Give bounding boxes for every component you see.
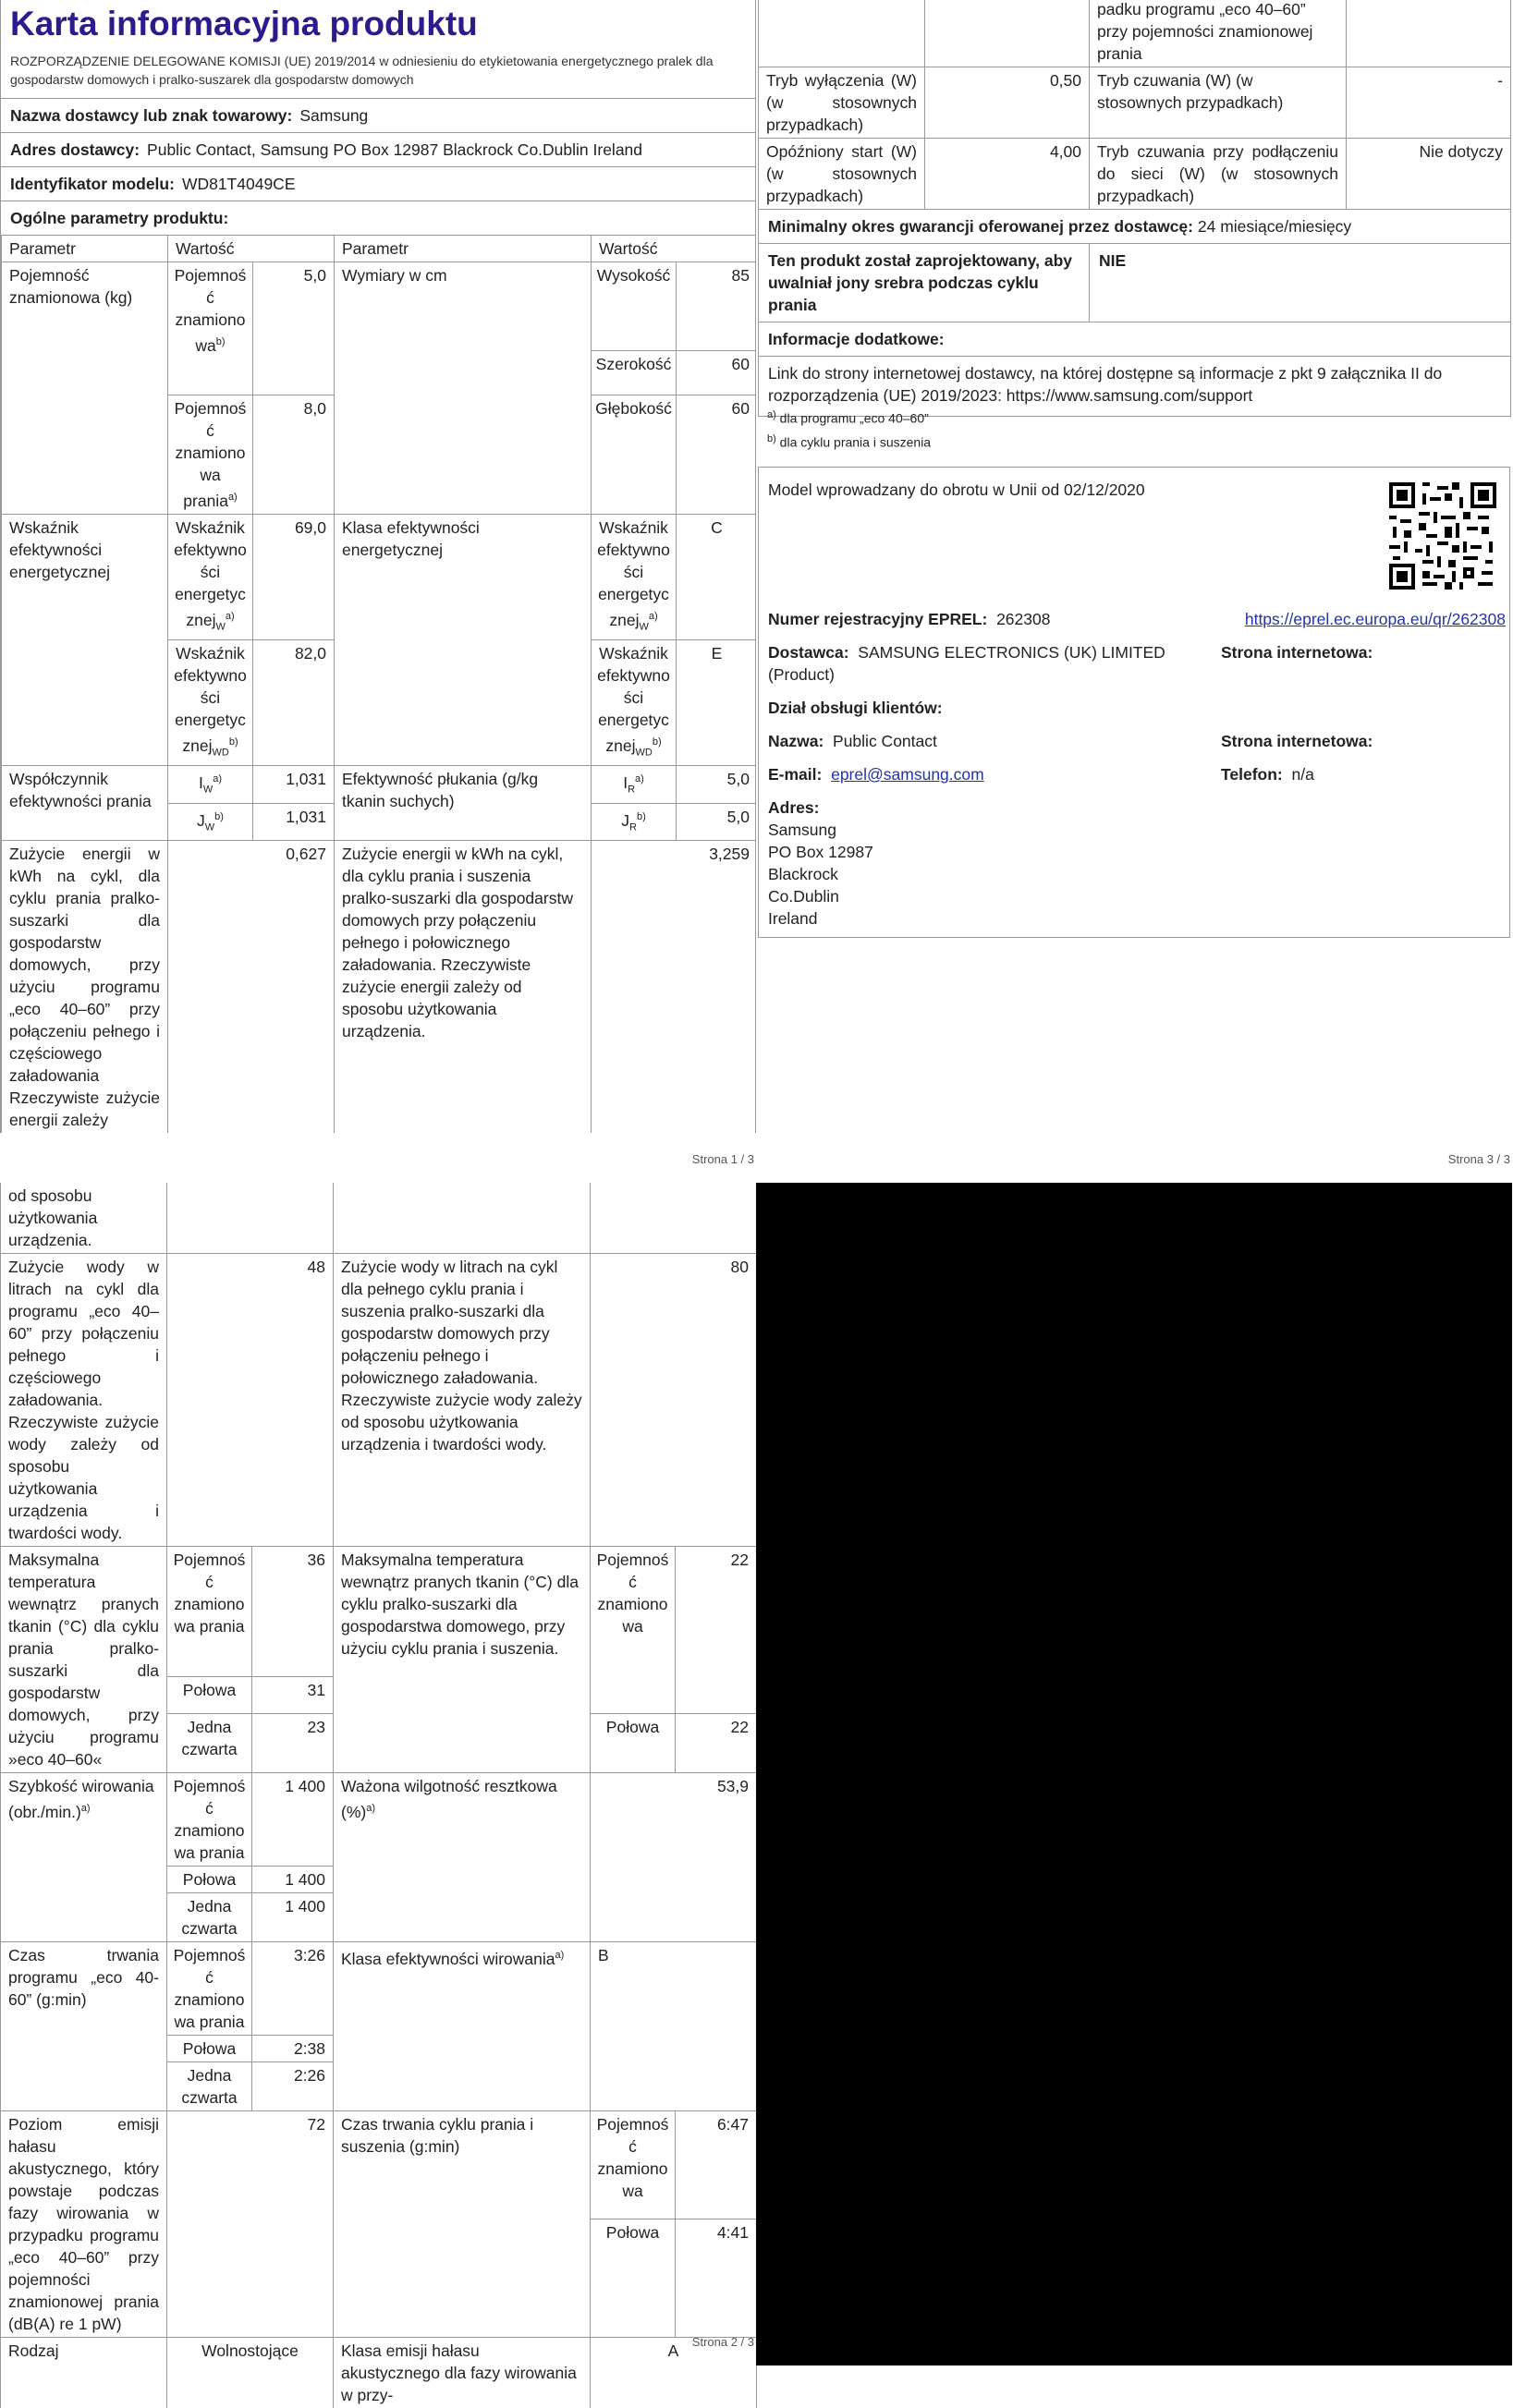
supplier-value: SAMSUNG ELECTRONICS (UK) LIMITED (Product) bbox=[768, 643, 1165, 684]
temp-wd-rated-label: Pojemność znamionowa bbox=[591, 2111, 676, 2219]
name-row bbox=[768, 730, 937, 752]
eei-label: Wskaźnik efektywności energetycznej bbox=[2, 514, 168, 766]
temp-wd-rated-label: Pojemność znamionowa bbox=[591, 1547, 676, 1714]
half-label: Połowa bbox=[167, 2036, 252, 2062]
col-param: Parametr bbox=[335, 236, 592, 262]
cap-dry-value: 5,0 bbox=[253, 262, 335, 395]
silver-ions-label: Ten produkt został zaprojektowany, aby uwalniał jony srebra podczas cyklu prania bbox=[759, 244, 1090, 322]
params-table-3 bbox=[758, 0, 1511, 417]
jw-value: 1,031 bbox=[253, 803, 335, 840]
duration-label: Czas trwania programu „eco 40-60” (g:min) bbox=[1, 1942, 167, 2111]
dur-half: 2:38 bbox=[252, 2036, 334, 2062]
depth-value: 60 bbox=[677, 395, 758, 515]
table-row bbox=[1, 1547, 757, 1677]
cap-wash-label: Pojemność znamionowa prania$^{a)}$ bbox=[168, 395, 253, 515]
temp-wd-half: 22 bbox=[676, 1714, 757, 1773]
address-label: Adres: bbox=[768, 797, 819, 819]
rated-label: Pojemność znamionowa prania bbox=[167, 1942, 252, 2036]
cap-dry-label: Pojemność znamionowa$^{b)}$ bbox=[168, 262, 253, 395]
table-header bbox=[2, 236, 758, 262]
quarter-label: Jedna czwarta bbox=[167, 1893, 252, 1942]
quarter-label: Jedna czwarta bbox=[167, 1714, 252, 1773]
warranty-value: 24 miesiące/miesięcy bbox=[1198, 217, 1351, 236]
website-label-2: Strona internetowa: bbox=[1221, 730, 1373, 752]
params-table-2 bbox=[0, 1183, 757, 2408]
noise-label: Poziom emisji hałasu akustycznego, który powstaje podczas fazy wirowania w przypadku programu „eco 40–60” przy pojemności znamionowej prania (dB(A) re 1 pW) bbox=[1, 2111, 167, 2338]
network-standby-label: Tryb czuwania przy podłączeniu do sieci (W) (w stosownych przypadkach) bbox=[1090, 139, 1347, 210]
phone-row bbox=[1221, 763, 1314, 785]
address-line: PO Box 12987 bbox=[768, 841, 873, 863]
jw-label: $J_W^{b)}$ bbox=[168, 803, 253, 840]
eprel-value: 262308 bbox=[996, 610, 1050, 628]
temp-half: 31 bbox=[252, 1676, 334, 1713]
silver-ions-value: NIE bbox=[1090, 244, 1511, 322]
market-date: Model wprowadzany do obrotu w Unii od 02/12/2020 bbox=[768, 479, 1145, 501]
general-params-row bbox=[1, 201, 755, 235]
eprel-box bbox=[758, 467, 1510, 938]
eei-w-value: 69,0 bbox=[253, 514, 335, 639]
eei-wd-value: 82,0 bbox=[253, 640, 335, 766]
address-line: Samsung bbox=[768, 819, 873, 841]
supplier-label: Nazwa dostawcy lub znak towarowy: bbox=[10, 106, 292, 125]
off-mode-value: 0,50 bbox=[925, 67, 1090, 139]
document-title: Karta informacyjna produktu bbox=[1, 0, 755, 44]
model-value: WD81T4049CE bbox=[182, 175, 296, 193]
spin-half: 1 400 bbox=[252, 1867, 334, 1893]
email-link[interactable]: eprel@samsung.com bbox=[831, 765, 984, 784]
table-row bbox=[2, 766, 758, 803]
blank-area bbox=[756, 1183, 1512, 2365]
ir-label: $I_R^{a)}$ bbox=[592, 766, 677, 803]
table-row bbox=[1, 2338, 757, 2408]
dur-quarter: 2:26 bbox=[252, 2062, 334, 2111]
energy-w-value: 0,627 bbox=[168, 841, 335, 1134]
temp-wd-label: Maksymalna temperatura wewnątrz pranych tkanin (°C) dla cyklu pralko-suszarki dla gospodarstwa domowego, przy użyciu cyklu prania i suszenia. bbox=[334, 1547, 591, 1773]
temp-w-label: Maksymalna temperatura wewnątrz pranych tkanin (°C) dla cyklu prania pralko-suszarki dla gospodarstw domowych, przy użyciu programu »eco 40–60« bbox=[1, 1547, 167, 1773]
iw-value: 1,031 bbox=[253, 766, 335, 803]
address-line: Ireland bbox=[768, 907, 873, 930]
supplier-row bbox=[1, 99, 755, 133]
page-number: Strona 3 / 3 bbox=[1448, 1152, 1510, 1166]
height-value: 85 bbox=[677, 262, 758, 351]
half-label: Połowa bbox=[591, 2219, 676, 2338]
jr-label: $J_R^{b)}$ bbox=[592, 803, 677, 840]
table-row bbox=[759, 244, 1511, 322]
warranty-label: Minimalny okres gwarancji oferowanej przez dostawcę: bbox=[768, 217, 1193, 236]
email-label: E-mail: bbox=[768, 765, 822, 784]
capacity-label: Pojemność znamionowa (kg) bbox=[2, 262, 168, 515]
energy-wd-value: 3,259 bbox=[592, 841, 758, 1134]
energy-w-label: Zużycie energii w kWh na cykl, dla cyklu prania pralko-suszarki dla gospodarstw domowych, przy użyciu programu „eco 40–60” przy połączeniu pełnego i częściowego załadowania Rzeczywiste zużycie energii zależy bbox=[2, 841, 168, 1134]
type-label: Rodzaj bbox=[1, 2338, 167, 2408]
table-row bbox=[2, 841, 758, 1134]
table-row bbox=[2, 262, 758, 351]
address-row bbox=[1, 133, 755, 167]
table-row bbox=[759, 322, 1511, 357]
address-value: Public Contact, Samsung PO Box 12987 Blackrock Co.Dublin Ireland bbox=[147, 140, 642, 159]
qr-code[interactable] bbox=[1389, 482, 1496, 590]
class-label: Klasa efektywności energetycznej bbox=[335, 514, 592, 766]
eei-w-label: Wskaźnik efektywności energetycznej$_W^{a)}$ bbox=[168, 514, 253, 639]
phone-label: Telefon: bbox=[1221, 765, 1283, 784]
eprel-number-row bbox=[768, 608, 1050, 630]
width-value: 60 bbox=[677, 351, 758, 395]
dur-rated: 3:26 bbox=[252, 1942, 334, 2036]
additional-info-label: Informacje dodatkowe: bbox=[759, 322, 1511, 357]
wd-dur-half: 4:41 bbox=[676, 2219, 757, 2338]
quarter-label: Jedna czwarta bbox=[167, 2062, 252, 2111]
iw-label: $I_W^{a)}$ bbox=[168, 766, 253, 803]
noise-class-cont: padku programu „eco 40–60” przy pojemności znamionowej prania bbox=[1090, 0, 1347, 67]
eei-wd-label: Wskaźnik efektywności energetycznej$_{WD}^{b)}$ bbox=[168, 640, 253, 766]
class-wd-value: E bbox=[677, 640, 758, 766]
address-line: Co.Dublin bbox=[768, 885, 873, 907]
email-row bbox=[768, 763, 984, 785]
water-wd-value: 80 bbox=[591, 1254, 757, 1547]
water-w-value: 48 bbox=[167, 1254, 334, 1547]
spin-label: Szybkość wirowania $(obr./\min.)^{a)}$ bbox=[1, 1773, 167, 1942]
rated-label: Pojemność znamionowa prania bbox=[167, 1547, 252, 1677]
table-row bbox=[1, 1254, 757, 1547]
table-row bbox=[1, 2111, 757, 2219]
depth-label: Głębokość bbox=[592, 395, 677, 515]
half-label: Połowa bbox=[167, 1867, 252, 1893]
temp-rated: 36 bbox=[252, 1547, 334, 1677]
page-number: Strona 2 / 3 bbox=[692, 2335, 754, 2349]
footnote-b: $^{b)}$ dla cyklu prania i suszenia bbox=[767, 429, 931, 453]
page-number: Strona 1 / 3 bbox=[692, 1152, 754, 1166]
class-w-value: C bbox=[677, 514, 758, 639]
wd-dur-rated: 6:47 bbox=[676, 2111, 757, 2219]
name-value: Public Contact bbox=[833, 732, 937, 750]
class-wd-label: Wskaźnik efektywności energetycznej$_{WD}^{b)}$ bbox=[592, 640, 677, 766]
footnote-a: $^{a)}$ dla programu „eco 40–60” bbox=[767, 405, 931, 429]
noise-value: 72 bbox=[167, 2111, 334, 2338]
page-1 bbox=[0, 0, 756, 1183]
half-label: Połowa bbox=[167, 1676, 252, 1713]
standby-label: Tryb czuwania (W) (w stosownych przypadkach) bbox=[1090, 67, 1347, 139]
eprel-link[interactable]: https://eprel.ec.europa.eu/qr/262308 bbox=[1245, 608, 1506, 630]
half-label: Połowa bbox=[591, 1714, 676, 1773]
address-block bbox=[768, 819, 873, 930]
class-w-label: Wskaźnik efektywności energetycznej$_W^{a)}$ bbox=[592, 514, 677, 639]
warranty-row bbox=[759, 210, 1511, 244]
supplier-label: Dostawca: bbox=[768, 643, 849, 662]
spin-class-label: Klasa efektywności wirowania$^{a)}$ bbox=[334, 1942, 591, 2111]
wash-eff-label: Współczynnik efektywności prania bbox=[2, 766, 168, 841]
service-label: Dział obsługi klientów: bbox=[768, 697, 943, 719]
page-2 bbox=[0, 1183, 756, 2365]
temp-quarter: 23 bbox=[252, 1714, 334, 1773]
col-value: Wartość bbox=[592, 236, 758, 262]
col-param: Parametr bbox=[2, 236, 168, 262]
width-label: Szerokość bbox=[592, 351, 677, 395]
delay-start-value: 4,00 bbox=[925, 139, 1090, 210]
table-row bbox=[2, 514, 758, 639]
moisture-label: Ważona wilgotność resztkowa (%)$^{a)}$ bbox=[334, 1773, 591, 1942]
footnotes bbox=[758, 401, 940, 456]
height-label: Wysokość bbox=[592, 262, 677, 351]
address-label: Adres dostawcy: bbox=[10, 140, 140, 159]
rated-label: Pojemność znamionowa prania bbox=[167, 1773, 252, 1867]
phone-value: n/a bbox=[1292, 765, 1314, 784]
col-value: Wartość bbox=[168, 236, 335, 262]
wd-duration-label: Czas trwania cyklu prania i suszenia (g:min) bbox=[334, 2111, 591, 2338]
standby-value: - bbox=[1347, 67, 1511, 139]
support-link-text: Link do strony internetowej dostawcy, na której dostępne są informacje z pkt 9 załącznika II do rozporządzenia (UE) 2019/2023: https://www.samsung.com/support bbox=[759, 357, 1511, 417]
moisture-value: 53,9 bbox=[591, 1773, 757, 1942]
regulation-text: ROZPORZĄDZENIE DELEGOWANE KOMISJI (UE) 2019/2014 w odniesieniu do etykietowania energetycznego pralek dla gospodarstw domowych i pralko-suszarek dla gospodarstw domowych bbox=[1, 44, 755, 99]
temp-wd-rated: 22 bbox=[676, 1547, 757, 1714]
address-line: Blackrock bbox=[768, 863, 873, 885]
spin-class-value: B bbox=[591, 1942, 757, 2111]
table-row bbox=[1, 1183, 757, 1254]
page-1-content bbox=[0, 0, 756, 1133]
spin-quarter: 1 400 bbox=[252, 1893, 334, 1942]
supplier-value: Samsung bbox=[299, 106, 368, 125]
table-row bbox=[759, 0, 1511, 67]
params-table-1 bbox=[1, 235, 758, 1133]
table-row bbox=[1, 1773, 757, 1867]
general-params-label: Ogólne parametry produktu: bbox=[10, 209, 228, 227]
name-label: Nazwa: bbox=[768, 732, 824, 750]
network-standby-value: Nie dotyczy bbox=[1347, 139, 1511, 210]
spin-rated: 1 400 bbox=[252, 1773, 334, 1867]
noise-class-value: A bbox=[591, 2338, 757, 2408]
ir-value: 5,0 bbox=[677, 766, 758, 803]
off-mode-label: Tryb wyłączenia (W) (w stosownych przypadkach) bbox=[759, 67, 925, 139]
noise-class-label: Klasa emisji hałasu akustycznego dla fazy wirowania w przy- bbox=[334, 2338, 591, 2408]
table-row bbox=[759, 210, 1511, 244]
model-row bbox=[1, 167, 755, 201]
eprel-label: Numer rejestracyjny EPREL: bbox=[768, 610, 987, 628]
table-row bbox=[759, 139, 1511, 210]
delay-start-label: Opóźniony start (W) (w stosownych przypadkach) bbox=[759, 139, 925, 210]
water-w-label: Zużycie wody w litrach na cykl dla programu „eco 40–60” przy połączeniu pełnego i częściowego załadowania. Rzeczywiste zużycie wody zależy od sposobu użytkowania urządzenia i twardości wody. bbox=[1, 1254, 167, 1547]
rinse-label: Efektywność płukania (g/kg tkanin suchych) bbox=[335, 766, 592, 841]
table-row bbox=[759, 67, 1511, 139]
supplier-row bbox=[768, 641, 1212, 686]
water-wd-label: Zużycie wody w litrach na cykl dla pełnego cyklu prania i suszenia pralko-suszarki dla gospodarstw domowych przy połączeniu pełnego i połowicznego załadowania. Rzeczywiste zużycie wody zależy od sposobu użytkowania urządzenia i twardości wody. bbox=[334, 1254, 591, 1547]
type-value: Wolnostojące bbox=[167, 2338, 334, 2408]
dims-label: Wymiary w cm bbox=[335, 262, 592, 515]
cap-wash-value: 8,0 bbox=[253, 395, 335, 515]
cont-label: od sposobu użytkowania urządzenia. bbox=[1, 1183, 167, 1254]
jr-value: 5,0 bbox=[677, 803, 758, 840]
page-3 bbox=[756, 0, 1512, 1183]
website-label: Strona internetowa: bbox=[1221, 641, 1373, 663]
energy-wd-label: Zużycie energii w kWh na cykl, dla cyklu prania i suszenia pralko-suszarki dla gospodarstw domowych przy połączeniu pełnego i połowicznego załadowania. Rzeczywiste zużycie energii zależy od sposobu użytkowania urządzenia. bbox=[335, 841, 592, 1134]
model-label: Identyfikator modelu: bbox=[10, 175, 175, 193]
table-row bbox=[1, 1942, 757, 2036]
